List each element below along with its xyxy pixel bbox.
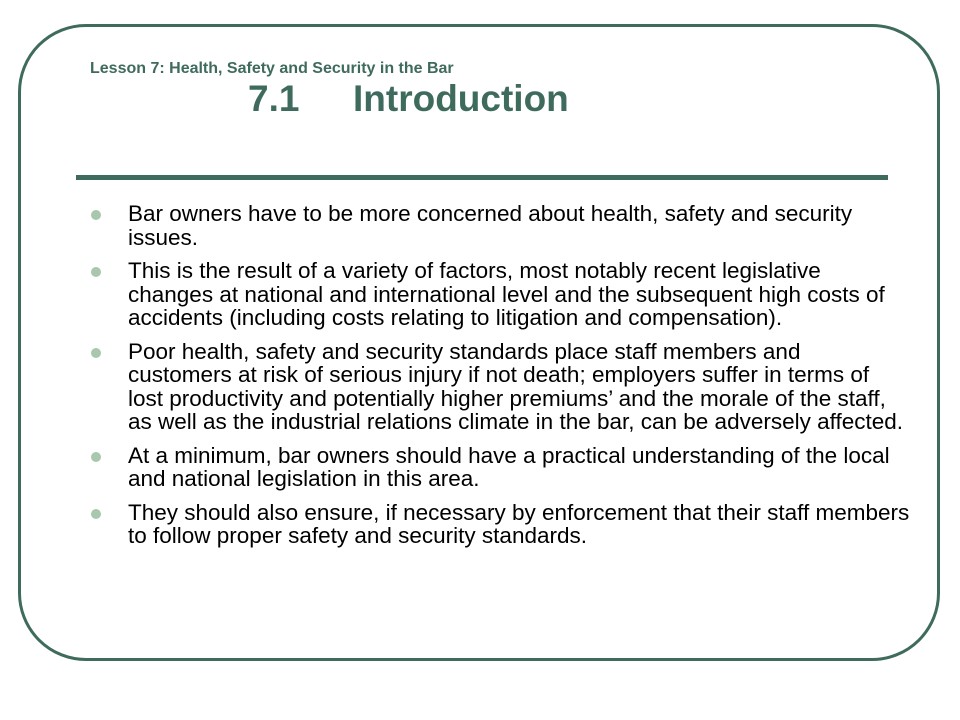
section-number: 7.1 <box>248 78 300 119</box>
section-title: Introduction <box>353 78 569 119</box>
bullet-list <box>90 202 910 558</box>
bullet-text: At a minimum, bar owners should have a practical understanding of the local and national legislation in this area. <box>128 442 890 491</box>
bullet-text: Poor health, safety and security standards place staff members and customers at risk of serious injury if not death; employers suffer in terms of lost productivity and potentially higher premiums’ and the morale of the staff, as well as the industrial relations climate in the bar, can be adversely affected. <box>128 338 904 434</box>
bullet-dot-icon <box>91 452 101 462</box>
bullet-item <box>90 202 910 249</box>
bullet-item <box>90 259 910 330</box>
bullet-item <box>90 501 910 548</box>
title-divider <box>76 175 888 180</box>
bullet-dot-icon <box>91 210 101 220</box>
bullet-item <box>90 340 910 434</box>
bullet-item <box>90 444 910 491</box>
bullet-dot-icon <box>91 509 101 519</box>
bullet-dot-icon <box>91 267 101 277</box>
lesson-subtitle: Lesson 7: Health, Safety and Security in the Bar <box>90 60 454 77</box>
slide-title <box>248 78 569 120</box>
bullet-text: Bar owners have to be more concerned about health, safety and security issues. <box>128 201 853 250</box>
bullet-text: They should also ensure, if necessary by enforcement that their staff members to follow proper safety and security standards. <box>128 499 910 548</box>
bullet-text: This is the result of a variety of factors, most notably recent legislative changes at national and international level and the subsequent high costs of accidents (including costs relating to litigation and compensation). <box>128 258 885 330</box>
bullet-dot-icon <box>91 348 101 358</box>
